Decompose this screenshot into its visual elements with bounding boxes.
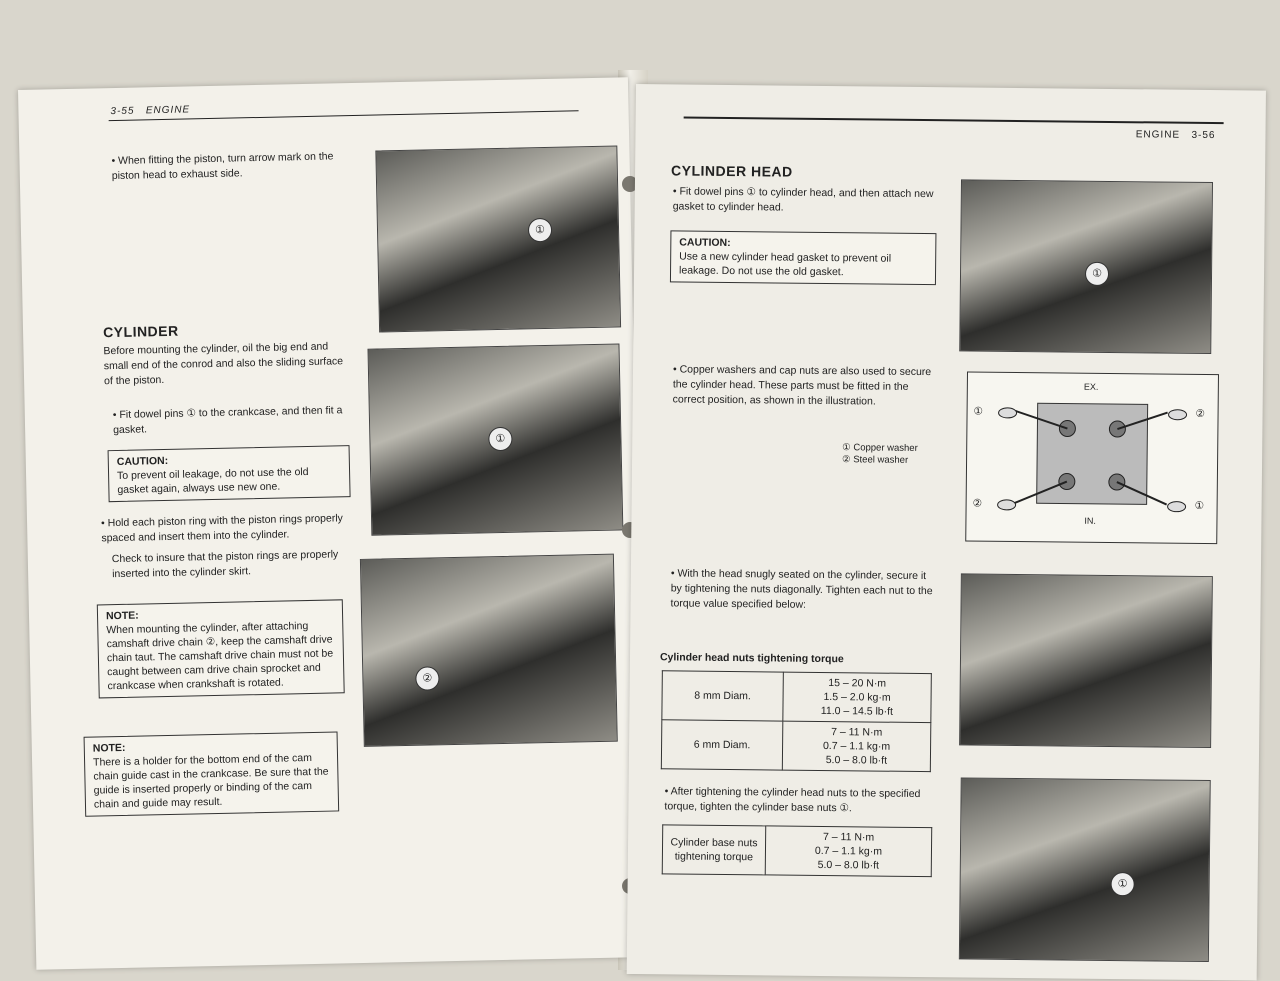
washer-diagram (965, 371, 1219, 544)
base-photo (959, 777, 1211, 962)
dowel-bullet: • Fit dowel pins ① to the crankcase, and then fit a gasket. (113, 403, 354, 438)
torque-table (661, 670, 932, 772)
diagram-mark: ② (972, 497, 983, 510)
photo-mark: ① (488, 427, 512, 451)
note2-label: NOTE: (92, 741, 126, 755)
right-page-number: 3-56 (1191, 129, 1216, 142)
torque-label: 8 mm Diam. (662, 671, 783, 721)
torque-nm: 15 – 20 N·m (828, 677, 887, 690)
torque-value (782, 721, 931, 772)
torque-label: 6 mm Diam. (661, 720, 782, 770)
seat-bullet: • With the head snugly seated on the cylinder, secure it by tightening the nuts diagonally. Tighten each nut to the torque value specified below: (670, 566, 932, 614)
left-page-number: 3-55 (110, 105, 135, 118)
right-section: ENGINE (1135, 129, 1181, 141)
diagram-mark: ① (973, 405, 984, 418)
base-torque-kgm: 0.7 – 1.1 kg·m (814, 844, 883, 858)
head-title: CYLINDER HEAD (671, 162, 793, 180)
torque-value (783, 672, 932, 723)
left-header (110, 104, 190, 117)
torque-lbft: 5.0 – 8.0 lb·ft (825, 754, 888, 767)
base-torque-nm: 7 – 11 N·m (822, 831, 875, 844)
caution-box (108, 445, 351, 502)
base-torque-table (662, 824, 933, 877)
chain-photo (360, 554, 618, 747)
ring-bullet: • Hold each piston ring with the piston rings properly spaced and insert them into the cylinder. (101, 511, 358, 546)
photo-mark: ① (1111, 872, 1135, 896)
washer-bullet: • Copper washers and cap nuts are also used to secure the cylinder head. These parts must be fitted in the correct position, as shown in the illustration. (673, 362, 935, 410)
note2-box (84, 731, 340, 816)
ring-check: Check to insure that the piston rings are properly inserted into the cylinder skirt. (111, 548, 339, 581)
diagram-mark: ① (1194, 499, 1205, 512)
table-row (661, 720, 930, 772)
head-caution-box (670, 230, 937, 285)
legend-copper: ① Copper washer (842, 442, 918, 454)
right-header (1136, 129, 1216, 141)
base-torque-lbft: 5.0 – 8.0 lb·ft (817, 858, 880, 872)
left-page (18, 77, 646, 970)
note1-label: NOTE: (105, 609, 139, 623)
left-section: ENGINE (145, 104, 191, 117)
photo-mark: ② (415, 666, 439, 690)
torque-kgm: 0.7 – 1.1 kg·m (822, 739, 891, 753)
torque-title: Cylinder head nuts tightening torque (659, 651, 844, 666)
cylinder-photo (367, 343, 623, 535)
table-row (662, 671, 931, 723)
head-caution-text: Use a new cylinder head gasket to prevent oil leakage. Do not use the old gasket. (678, 250, 892, 279)
photo-mark: ① (1085, 262, 1109, 286)
diagram-ex-label: EX. (1083, 381, 1099, 392)
torque-photo (959, 573, 1213, 748)
photo-mark: ① (528, 218, 552, 242)
caution-label: CAUTION: (116, 454, 169, 469)
torque-kgm: 1.5 – 2.0 kg·m (823, 690, 891, 704)
piston-note: • When fitting the piston, turn arrow mark on the piston head to exhaust side. (111, 149, 352, 184)
head-caution-label: CAUTION: (679, 236, 731, 249)
note1-box (97, 599, 345, 698)
torque-lbft: 11.0 – 14.5 lb·ft (820, 704, 894, 718)
caution-text: To prevent oil leakage, do not use the old gasket again, always use new one. (116, 466, 309, 497)
right-header-rule (684, 117, 1224, 125)
base-torque-value (765, 826, 932, 877)
table-row (662, 825, 931, 877)
torque-nm: 7 – 11 N·m (831, 726, 883, 739)
cylinder-title: CYLINDER (102, 322, 179, 341)
piston-photo (375, 145, 621, 332)
base-torque-label: Cylinder base nuts tightening torque (662, 825, 766, 875)
diagram-mark: ② (1195, 407, 1206, 420)
legend-steel: ② Steel washer (842, 454, 909, 466)
note1-text: When mounting the cylinder, after attaching camshaft drive chain ②, keep the camshaft drive chain taut. The camshaft drive chain must not be caught between cam drive chain sprocket and crankcase when crankshaft is rotated. (106, 620, 334, 693)
note2-text: There is a holder for the bottom end of the cam chain guide cast in the crankcase. Be sure that the guide is inserted properly or binding of the cam chain and guide may result. (92, 751, 329, 811)
head-photo (959, 179, 1213, 354)
head-dowel-bullet: • Fit dowel pins ① to cylinder head, and then attach new gasket to cylinder head. (673, 184, 935, 217)
diagram-in-label: IN. (1084, 515, 1097, 526)
cylinder-intro: Before mounting the cylinder, oil the big end and small end of the conrod and also the sliding surface of the piston. (103, 340, 344, 388)
right-page (627, 84, 1266, 981)
base-bullet: • After tightening the cylinder head nuts to the specified torque, tighten the cylinder base nuts ①. (664, 784, 934, 817)
